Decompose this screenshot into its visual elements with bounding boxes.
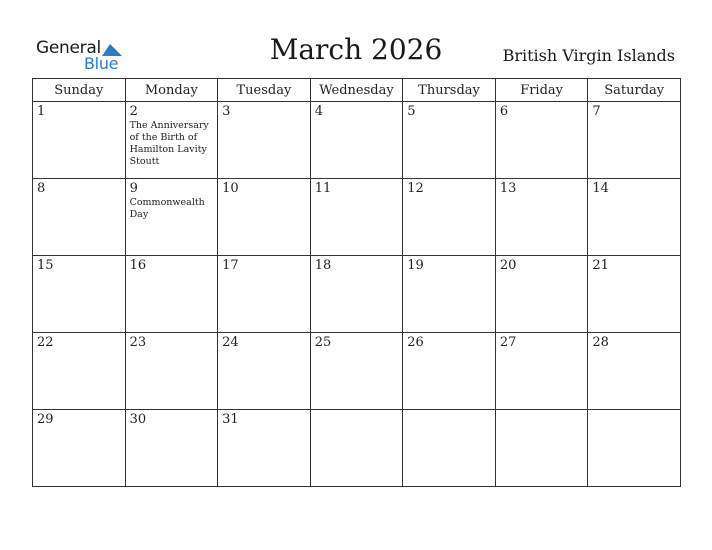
calendar-week-row xyxy=(33,102,681,179)
calendar-day-cell xyxy=(403,102,496,179)
calendar-week-row xyxy=(33,179,681,256)
calendar-day-cell xyxy=(33,256,126,333)
calendar-day-cell xyxy=(495,333,588,410)
day-number: 20 xyxy=(499,258,517,273)
calendar-day-cell xyxy=(33,410,126,487)
day-number: 25 xyxy=(314,335,332,350)
calendar-day-cell xyxy=(125,102,218,179)
day-number: 22 xyxy=(37,335,54,350)
day-number: 8 xyxy=(37,181,46,196)
page-title: March 2026 xyxy=(269,33,443,66)
calendar-day-cell xyxy=(403,410,496,487)
day-number: 6 xyxy=(499,104,509,119)
calendar-day-cell xyxy=(125,256,218,333)
calendar-day-cell xyxy=(310,102,403,179)
day-number: 19 xyxy=(407,258,424,273)
day-number: 13 xyxy=(499,181,517,196)
calendar-day-cell xyxy=(403,179,496,256)
day-number: 18 xyxy=(314,258,332,273)
weekday-header: Monday xyxy=(125,79,218,102)
weekday-header: Saturday xyxy=(588,79,681,102)
calendar-day-cell xyxy=(403,256,496,333)
day-number: 12 xyxy=(407,181,424,196)
calendar-day-cell xyxy=(495,256,588,333)
day-number: 28 xyxy=(592,335,609,350)
calendar-day-cell xyxy=(218,410,311,487)
day-number: 16 xyxy=(129,258,147,273)
logo-text-blue: Blue xyxy=(84,54,119,73)
day-number: 2 xyxy=(129,104,138,119)
calendar-day-cell xyxy=(310,256,403,333)
day-number: 3 xyxy=(222,104,231,119)
calendar-day-cell xyxy=(125,179,218,256)
day-number: 27 xyxy=(499,335,517,350)
day-number: 14 xyxy=(592,181,609,196)
calendar-day-cell xyxy=(588,410,681,487)
day-number: 7 xyxy=(592,104,601,119)
day-number: 17 xyxy=(222,258,239,273)
calendar-week-row xyxy=(33,410,681,487)
calendar-day-cell xyxy=(33,102,126,179)
calendar-grid xyxy=(32,78,681,487)
day-number: 9 xyxy=(129,181,138,196)
holiday-label: Commonwealth Day xyxy=(129,197,205,220)
day-number: 1 xyxy=(37,104,46,119)
weekday-header: Tuesday xyxy=(218,79,311,102)
calendar-day-cell xyxy=(588,179,681,256)
calendar-day-cell xyxy=(125,333,218,410)
calendar-day-cell xyxy=(218,102,311,179)
calendar-day-cell xyxy=(495,410,588,487)
day-number: 24 xyxy=(222,335,239,350)
calendar-day-cell xyxy=(33,179,126,256)
calendar-week-row xyxy=(33,256,681,333)
calendar-day-cell xyxy=(218,333,311,410)
weekday-header: Thursday xyxy=(403,79,496,102)
calendar-day-cell xyxy=(33,333,126,410)
calendar-week-row xyxy=(33,333,681,410)
calendar-day-cell xyxy=(310,179,403,256)
holiday-label: The Anniversary of the Birth of Hamilton Lavity Stoutt xyxy=(129,120,209,167)
day-number: 10 xyxy=(222,181,239,196)
day-number: 29 xyxy=(37,412,54,427)
calendar-day-cell xyxy=(495,102,588,179)
calendar-day-cell xyxy=(310,410,403,487)
weekday-header: Friday xyxy=(495,79,588,102)
day-number: 5 xyxy=(407,104,416,119)
calendar-day-cell xyxy=(310,333,403,410)
day-number: 26 xyxy=(407,335,424,350)
day-number: 4 xyxy=(314,104,323,119)
calendar-day-cell xyxy=(588,102,681,179)
day-number: 21 xyxy=(592,258,609,273)
day-number: 11 xyxy=(314,181,332,196)
calendar-day-cell xyxy=(125,410,218,487)
day-number: 31 xyxy=(222,412,239,427)
calendar-day-cell xyxy=(218,179,311,256)
day-number: 30 xyxy=(129,412,147,427)
weekday-header: Sunday xyxy=(33,79,126,102)
logo-text-general: General xyxy=(36,38,101,58)
day-number: 23 xyxy=(129,335,147,350)
calendar-day-cell xyxy=(588,333,681,410)
weekday-header-row xyxy=(33,79,681,102)
calendar-day-cell xyxy=(495,179,588,256)
calendar-day-cell xyxy=(588,256,681,333)
weekday-header: Wednesday xyxy=(310,79,403,102)
calendar-day-cell xyxy=(218,256,311,333)
region-label: British Virgin Islands xyxy=(502,46,675,65)
calendar-day-cell xyxy=(403,333,496,410)
day-number: 15 xyxy=(37,258,54,273)
